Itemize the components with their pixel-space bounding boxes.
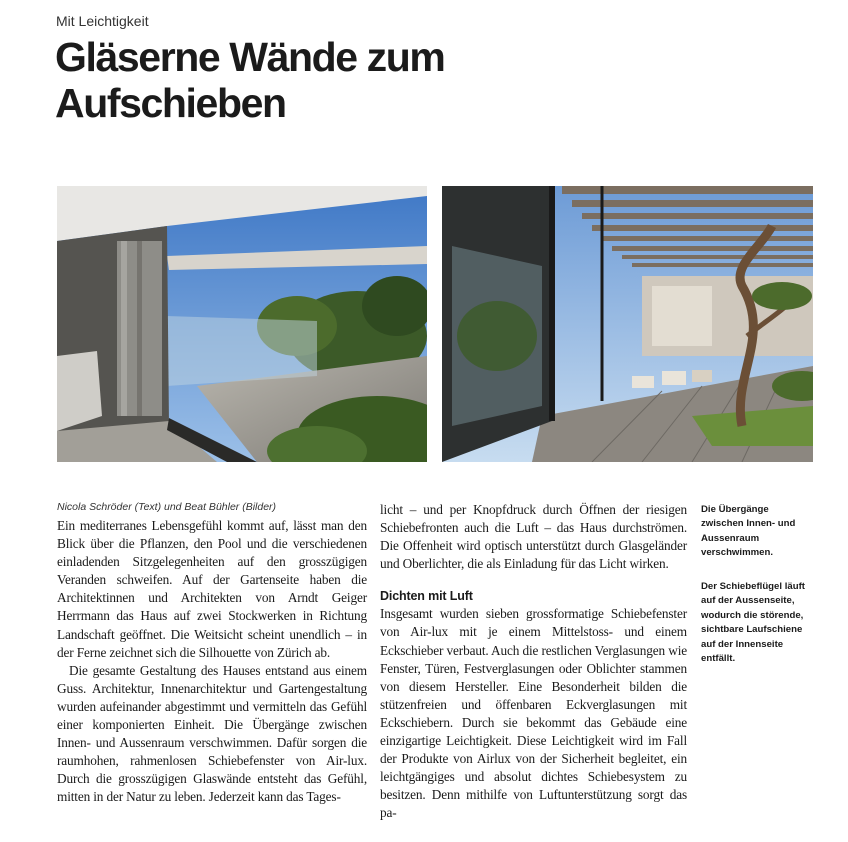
sidenote-sliding-sash: Der Schiebeflügel läuft auf der Aussenseite, wodurch die störende, sichtbare Laufschiene auf der Innenseite entfällt.	[701, 581, 805, 665]
body-paragraph: licht – und per Knopfdruck durch Öffnen der riesigen Schiebefronten auch die Luft – das Haus durchströmen. Die Offenheit wird optisch unterstützt durch Glasgeländer und Oberlichter, die als Einladung für das Licht wirken.	[380, 502, 687, 572]
body-column-1	[57, 517, 367, 807]
title-line-1: Gläserne Wände zum	[55, 34, 445, 80]
title-line-2: Aufschieben	[55, 80, 286, 126]
photo-credit: Nicola Schröder (Text) und Beat Bühler (Bilder)	[57, 501, 277, 513]
sidenote-transition: Die Übergänge zwischen Innen- und Aussenraum verschwimmen.	[701, 504, 796, 559]
section-subheading: Dichten mit Luft	[380, 589, 473, 604]
photo-covered-terrace	[442, 186, 813, 462]
body-paragraph: Die gesamte Gestaltung des Hauses entstand aus einem Guss. Architektur, Innenarchitektur und Gartengestaltung wurden aufeinander abgestimmt und vermitteln das Gefühl einer komponierten Einheit. Die Übergänge zwischen Innen- und Aussenraum verschwimmen. Dafür sorgen die raumhohen, rahmenlosen Schiebefenster von Air-lux. Durch die grosszügigen Glaswände entsteht das Gefühl, mitten in der Natur zu leben. Jederzeit kann das Tages-	[57, 662, 367, 805]
body-paragraph: Ein mediterranes Lebensgefühl kommt auf, lässt man den Blick über die Pflanzen, den Pool und die verschiedenen einladenden Sitzgelegenheiten auf den grosszügigen Veranden schweifen. Auf der Gartenseite haben die Architektinnen und Architekten von Arndt Geiger Herrmann das Haus auf zwei Stockwerken in Richtung Landschaft geöffnet. Die Weitsicht scheint unendlich – in der Ferne zeichnet sich die Silhouette von Zürich ab.	[57, 518, 367, 660]
photo-bedroom-terrace	[57, 186, 427, 462]
article-kicker: Mit Leichtigkeit	[56, 13, 149, 29]
article-title	[55, 34, 655, 126]
body-column-2	[380, 501, 687, 823]
body-paragraph: Insgesamt wurden sieben grossformatige Schiebefenster von Air-lux mit je einem Mittelstoss- und einem Eckschieber verbaut. Auch die restlichen Verglasungen wie Fenster, Türen, Festverglasungen oder Oblichter stammen von diesem Hersteller. Eine Besonderheit bilden die stützenfreien und öffenbaren Eckverglasungen mit Eckschiebern. Durch sie bekommt das Gebäude eine einzigartige Leichtigkeit. Diese Leichtigkeit wird im Fall der Produkte von Airlux von der Sicherheit begleitet, ein leichtgängiges und absolut dichtes Schiebesystem zu besitzen. Denn mithilfe von Luftunterstützung sorgt das pa-	[380, 606, 687, 821]
